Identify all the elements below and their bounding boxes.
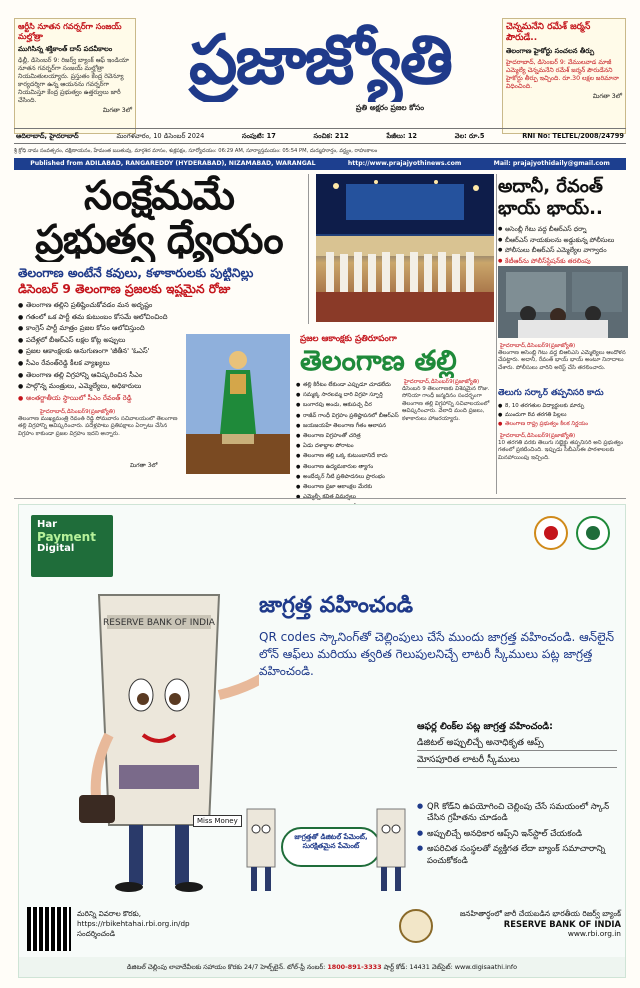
list-item: ● గతంలో ఒక పార్టీ తమ కుటుంబం కోసమే ఆలోచించింది xyxy=(18,312,180,324)
list-item: ● సీఎం రేవంత్‌రెడ్డి కీలక వ్యాఖ్యలు xyxy=(18,358,180,370)
right-credit: హైదరాబాద్,డిసెంబర్9(ప్రజాజ్యోతి) xyxy=(500,343,576,349)
right-mid-body: 10 తరగతి వరకు తెలుగు సబ్జెక్టు తప్పనిసరి అని ప్రభుత్వం గతంలో ప్రకటించింది. ఇప్పుడు సీబీఎస్ఈ పాఠశాలలకు మినహాయింపు ఇచ్చింది. xyxy=(498,440,624,461)
center-credit: హైదరాబాద్,డిసెంబర్9(ప్రజాజ్యోతి) xyxy=(404,379,480,385)
dateline-volume: సంపుటి: 17 xyxy=(242,132,276,140)
event-photo-illustration xyxy=(316,174,494,322)
right-mid-bullet-list xyxy=(498,402,628,429)
ear-right-more: మిగతా 3లో xyxy=(592,93,622,100)
rbi-advertisement[interactable] xyxy=(18,504,626,978)
list-item: ● అంతర్జాతీయ స్థాయిలో సీఎం రేవంత్ రెడ్డి xyxy=(18,393,180,405)
ad-body: QR codes స్కానింగ్‌తో చెల్లింపులు చేసే ముందు జాగ్రత్త వహించండి. ఆన్‌లైన్ లోన్ ఆఫ్‌లు మరియు త్వరిత గెలుపులనిచ్చే లాటరీ స్కీములు పట్ల జాగ్రత్త వహించండి. xyxy=(259,630,615,678)
list-item: మోసపూరిత లాటరీ స్కీములు xyxy=(417,754,617,768)
lead-headline[interactable] xyxy=(14,174,304,262)
badge-line3: Digital xyxy=(37,543,75,554)
list-item: ● ఏడు దశాబ్దాల పోరాటం xyxy=(296,441,400,451)
list-item: ● పదేళ్లలో బీఆర్ఎస్ లక్షల కోట్ల అప్పులు xyxy=(18,335,180,347)
center-headline[interactable]: తెలంగాణ తల్లి xyxy=(300,344,457,377)
event-photo xyxy=(316,174,494,322)
ear-left-body: ఢిల్లీ, డిసెంబర్ 9: రిజర్వ్ బ్యాంక్ ఆఫ్ ఇండియా నూతన గవర్నర్‌గా సంజయ్ మల్హోత్రా నియమితులయ్యారు. ప్రస్తుతం కేంద్ర రెవెన్యూ కార్యదర్శిగా ఉన్న ఆయనను గవర్నర్‌గా నియమిస్తూ కేంద్ర ప్రభుత్వం ఉత్తర్వులు జారీ చేసింది. xyxy=(18,57,129,104)
qr-info xyxy=(77,909,237,939)
ad-tips-list xyxy=(417,801,617,866)
list-item: ● ప్రజల ఆకాంక్షలకు అనుగుణంగా 'జీతీన' 'ఓఎస్' xyxy=(18,346,180,358)
ear-right-subhead: తెలంగాణ హైకోర్టు సంచలన తీర్పు xyxy=(506,47,595,55)
list-item: ● జయజయహే తెలంగాణ గీతం ఆలాపన xyxy=(296,421,400,431)
footer-web[interactable]: వెబ్‌సైట్: www.digisaathi.info xyxy=(431,963,518,971)
ear-left-more: మిగతా 3లో xyxy=(102,107,132,114)
list-item: ● తెలంగాణ తల్లి విగ్రహాన్ని ఆవిష్కరించిన సీఎం xyxy=(18,370,180,382)
list-item: ● ముందుగా 8వ తరగతి పిల్లలు xyxy=(498,411,628,420)
masthead-tagline: ప్రతి అక్షరం ప్రజల కోసం xyxy=(355,103,425,112)
rbi-url[interactable]: www.rbi.org.in xyxy=(567,929,621,938)
rbi-seal-icon xyxy=(399,909,433,943)
website-link[interactable]: http://www.prajajyothinews.com xyxy=(347,160,462,167)
masthead-title: ప్రజాజ్యోతి xyxy=(188,20,452,100)
lead-more[interactable]: మిగతా 3లో xyxy=(130,463,158,469)
ad-warning-head: ఆఫర్ల లింక్‌ల పట్ల జాగ్రత్త వహించండి: xyxy=(417,721,553,732)
ad-warning-list xyxy=(417,737,617,768)
dateline-pages: పేజీలు: 12 xyxy=(386,132,418,140)
list-item: డిజిటల్ అప్పులిచ్చే అనాధికృత ఆప్స్ xyxy=(417,737,617,751)
dateline-date: మంగళవారం, 10 డిసెంబర్ 2024 xyxy=(116,132,205,140)
list-item: ● అపరిచిత సంస్థలతో వ్యక్తిగత లేదా బ్యాంక్ సమాచారాన్ని పంచుకోకండి xyxy=(417,843,617,866)
lead-headline-line1: సంక్షేమమే xyxy=(84,174,234,219)
ad-title: జాగ్రత్త వహించండి xyxy=(259,593,414,618)
right-mid-credit: హైదరాబాద్,డిసెంబర్9(ప్రజాజ్యోతి) xyxy=(500,433,576,439)
partner-logos xyxy=(531,513,617,553)
ear-panel-left[interactable] xyxy=(14,18,136,134)
center-kicker: ప్రజల ఆకాంక్షకు ప్రతిరూపంగా xyxy=(300,334,397,344)
center-bullet-list xyxy=(296,380,400,523)
column-divider xyxy=(496,174,497,494)
list-item: ● పాల్గొన్న మంత్రులు, ఎమ్మెల్యేలు, అధికారులు xyxy=(18,381,180,393)
list-item: ● సమ్మక్క సారలమ్మ దారి విగ్రహ స్ఫూర్తి xyxy=(296,390,400,400)
section-divider xyxy=(14,498,626,499)
protest-photo-illustration xyxy=(498,266,628,338)
list-item: ● బీఆర్ఎస్ నాయకులను అడ్డుకున్న పోలీసులు xyxy=(498,235,628,246)
ear-right-body: హైదరాబాద్, డిసెంబర్ 9: వేములవాడ మాజీ ఎమ్మెల్యే చెన్నమనేని రమేశ్ జర్మన్ పౌరుడేనని హైకోర్టు తీర్పు ఇచ్చింది. రూ.30 లక్షల జరిమానా విధించింది. xyxy=(506,59,619,90)
list-item: ● తెలంగాణ రాష్ట్ర ప్రభుత్వం కీలక నిర్ణయం xyxy=(498,420,628,429)
badge-line1: Har xyxy=(37,519,58,530)
footer-phone[interactable]: 1800-891-3333 xyxy=(327,963,382,971)
lead-subhead-1: తెలంగాణ అంటేనే కవులు, కళాకారులకు పుట్టినిల్లు xyxy=(18,266,254,280)
rbi-english: RESERVE BANK OF INDIA xyxy=(503,919,621,929)
helpline-footer xyxy=(19,957,625,977)
qr-code[interactable] xyxy=(27,907,71,951)
dateline-bar xyxy=(14,128,626,144)
list-item: ● తెలంగాణ విగ్రహంతో చరిత్ర xyxy=(296,431,400,441)
list-item: ● తెలంగాణ ఉద్యమకారుల త్యాగం xyxy=(296,462,400,472)
lead-credit: హైదరాబాద్,డిసెంబర్9(ప్రజాజ్యోతి) xyxy=(40,409,116,415)
email-link[interactable]: Mail: prajajyothidaily@gmail.com xyxy=(493,160,610,167)
lead-body: తెలంగాణ ముఖ్యమంత్రి రేవంత్ రెడ్డి సోమవారం సచివాలయంలో తెలంగాణ తల్లి విగ్రహాన్ని ఆవిష్కరించారు. పదేళ్లపాటు ప్రతిపక్షాలు ఏర్పాటు చేసిన విగ్రహం కాకుండా ప్రజల విగ్రహం ఇదని అన్నారు. xyxy=(18,416,178,437)
small-mascot-right xyxy=(371,805,411,895)
list-item: ● తల్లి కిరీటం లేకుండా ఎప్పుడూ చూడలేదు xyxy=(296,380,400,390)
list-item: ● 8, 10 తరగతుల విద్యార్థులకు మార్పు xyxy=(498,402,628,411)
dateline-place: ఆదిలాబాద్, హైదరాబాద్ xyxy=(16,132,79,140)
publication-band xyxy=(14,158,626,170)
badge-line2: Payment xyxy=(37,530,96,544)
right-bullet-list xyxy=(498,224,628,266)
lead-headline-line2: ప్రభుత్వ ధ్యేయం xyxy=(35,217,283,262)
ear-right-headline: చెన్నమనేని రమేశ్ జర్మన్ పౌరుడే.. xyxy=(506,22,591,43)
qr-line1: మరిన్ని వివరాల కొరకు, xyxy=(77,909,142,918)
list-item: ● QR కోడ్‌ని ఉపయోగించి చెల్లింపు చేసే సమయంలో స్కాన్ చేసిన గ్రహీతను చూడండి xyxy=(417,801,617,824)
right-body: తెలంగాణ అసెంబ్లీ గేటు వద్ద బీఆర్ఎస్ ఎమ్మెల్యేలు ఆందోళన చేపట్టారు. అదానీ, రేవంత్ భాయ్ భాయ్ అంటూ నినాదాలు చేశారు. పోలీసులు వారిని అరెస్ట్ చేసి తరలించారు. xyxy=(498,350,626,371)
list-item: ● కేటీఆర్‌ను పోలీస్‌స్టేషన్‌కు తరలింపు xyxy=(498,256,628,267)
list-item: ● తెలంగాణ ప్రజా ఆకాంక్షల మేరకు xyxy=(296,482,400,492)
payment-badge xyxy=(31,515,113,577)
list-item: ● బంగారపు అంచు, ఆకుపచ్చ చీర xyxy=(296,400,400,410)
ear-left-subhead: ముగిసిన్న శక్తికాంత్ దాస్ పదవీకాలం xyxy=(18,45,113,53)
footer-text: డిజిటల్ చెల్లింపు లావాదేవీలకు సహాయం కొరకు 24/7 హెల్ప్‌లైన్. టోల్-ఫ్రీ నంబర్: xyxy=(126,963,326,971)
statue-illustration xyxy=(186,334,290,474)
telangana-talli-photo xyxy=(186,334,290,474)
qr-line3: సందర్శించండి xyxy=(77,929,116,938)
small-mascot-left xyxy=(241,805,281,895)
list-item: ● తెలంగాణ తల్లి ఒక్క కుటుంబానిదే కాదు xyxy=(296,451,400,461)
list-item: ● అసెంబ్లీ గేటు వద్ద బీఆర్ఎస్ ధర్నా xyxy=(498,224,628,235)
right-mid-headline[interactable]: తెలుగు సర్కార్ తప్పనిసరి కాదు xyxy=(498,388,604,398)
list-item: ● అప్పులిచ్చే అనధికార ఆప్స్‌ని ఇన్‌స్టాల్ చేయకండి xyxy=(417,828,617,839)
mascot-note-label: Miss Money xyxy=(193,815,242,827)
published-from: Published from ADILABAD, RANGAREDDY (HYDERABAD), NIZAMABAD, WARANGAL xyxy=(30,160,316,167)
qr-link[interactable]: https://rbikehtahai.rbi.org.in/dp xyxy=(77,919,190,928)
list-item: ● తెలంగాణ తల్లిని ప్రతిష్టించుకోవడం మన అదృష్టం xyxy=(18,300,180,312)
dateline-rni: RNI No: TELTEL/2008/24799 xyxy=(522,132,624,140)
protest-photo xyxy=(498,266,628,338)
dateline-issue: సంచిక: 212 xyxy=(313,132,349,140)
list-item: ● పోలీసులు బీఆర్ఎస్ ఎమ్మెల్యేల వాగ్వాదం xyxy=(498,245,628,256)
list-item: ● కాంగ్రెస్ పార్టీ మాత్రం ప్రజల కోసం ఆలోచిస్తుంది xyxy=(18,323,180,335)
panchang-line: శ్రీ క్రోధి నామ సంవత్సరం, దక్షిణాయనం, హేమంత ఋతువు, మార్గశిర మాసం, శుక్లపక్షం, సూర్యోదయం: 06:29 AM, సూర్యాస్తమయం: 05:54 PM, దుర్ముహూర్తం, వర్జ్యం, రాహుకాలం xyxy=(14,148,378,154)
list-item: ● అంబేద్కర్ నీటి ప్రతిపాదనలు ప్రారంభం xyxy=(296,472,400,482)
column-divider xyxy=(308,174,309,324)
rbi-telugu: జనహితార్థంలో జారీ చేయబడిన భారతీయ రిజర్వ్ బ్యాంక్ xyxy=(459,909,621,918)
lead-bullet-list xyxy=(18,300,180,404)
list-item: ● రాజీవ్ గాంధీ విగ్రహం ప్రతిష్టాపనలో బీఆర్ఎస్ xyxy=(296,411,400,421)
lead-subhead-2: డిసెంబర్ 9 తెలంగాణ ప్రజలకు ఇష్టమైన రోజు xyxy=(18,282,231,296)
dateline-price: వెల: రూ.5 xyxy=(454,132,485,140)
speech-bubble: జాగ్రత్తతో డిజిటల్ పేమెంట్, సురక్షితమైన పేమెంట్ xyxy=(281,827,381,867)
center-body: డిసెంబర్ 9 తెలంగాణకు విశేషమైన రోజు. సోనియా గాంధీ జన్మదినం సందర్భంగా తెలంగాణ తల్లి విగ్రహాన్ని సచివాలయంలో ఆవిష్కరించారు. వేలాది మంది ప్రజలు, కళాకారులు హాజరయ్యారు. xyxy=(402,386,490,422)
footer-short: షార్ట్ కోడ్: 14431 xyxy=(383,963,430,971)
rupee-note-mascot xyxy=(59,575,259,895)
svg-text:RESERVE BANK OF INDIA: RESERVE BANK OF INDIA xyxy=(103,618,215,628)
ear-panel-right[interactable] xyxy=(502,18,626,134)
rbi-credit xyxy=(441,909,621,939)
right-headline[interactable]: అదానీ, రేవంత్ భాయ్ భాయ్.. xyxy=(498,176,603,219)
ear-left-headline: ఆర్టీసి నూతన గవర్నర్‌గా సంజయ్ మల్హోత్రా xyxy=(18,22,122,41)
